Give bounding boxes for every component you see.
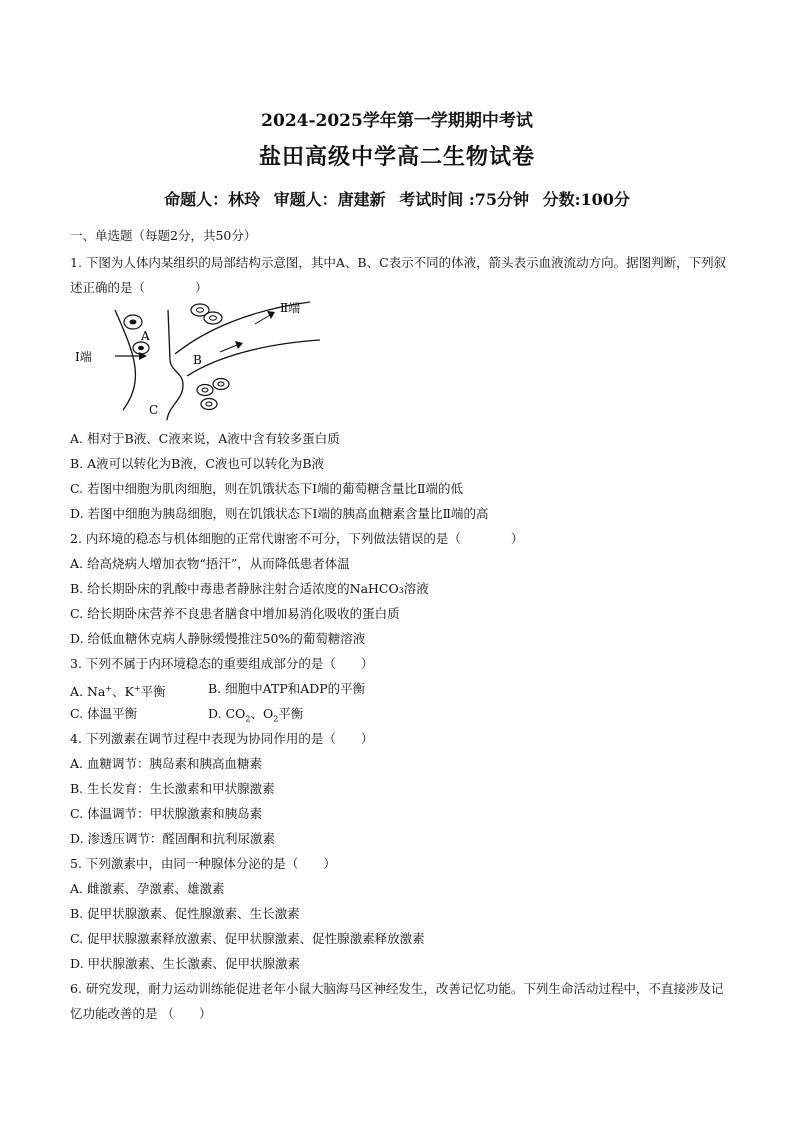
q3-options-row-2 — [70, 701, 730, 726]
q4-option-a: A. 血糖调节：胰岛素和胰高血糖素 — [70, 756, 262, 771]
section-heading: 一、单选题（每题2分，共50分） — [70, 228, 257, 243]
q2-stem: 2. 内环境的稳态与机体细胞的正常代谢密不可分，下列做法错误的是（ ） — [70, 531, 524, 546]
reviewer: 审题人：唐建新 — [273, 190, 386, 209]
q1-option-b: B. A液可以转化为B液，C液也可以转化为B液 — [70, 456, 325, 471]
q2-option-b: B. 给长期卧床的乳酸中毒患者静脉注射合适浓度的NaHCO₃溶液 — [70, 581, 429, 596]
exam-time: 考试时间 :75分钟 — [399, 190, 530, 209]
q4-stem: 4. 下列激素在调节过程中表现为协同作用的是（ ） — [70, 731, 374, 746]
tissue-cell-icon — [197, 379, 229, 410]
q5-option-c: C. 促甲状腺激素释放激素、促甲状腺激素、促性腺激素释放激素 — [70, 931, 425, 946]
q5-option-b: B. 促甲状腺激素、促性腺激素、生长激素 — [70, 906, 300, 921]
q4-option-c: C. 体温调节：甲状腺激素和胰岛素 — [70, 806, 263, 821]
q4-option-d: D. 渗透压调节：醛固酮和抗利尿激素 — [70, 831, 276, 846]
q2-option-a: A. 给高烧病人增加衣物“捂汗”，从而降低患者体温 — [70, 556, 350, 571]
q3-option-a: A. Na+、K+平衡 — [70, 684, 166, 700]
q2-option-d: D. 给低血糖休克病人静脉缓慢推注50%的葡萄糖溶液 — [70, 631, 366, 646]
label-c: C — [149, 403, 159, 417]
question-body — [70, 223, 730, 1026]
q3-stem: 3. 下列不属于内环境稳态的重要组成部分的是（ ） — [70, 656, 374, 671]
q4-option-b: B. 生长发育：生长激素和甲状腺激素 — [70, 781, 275, 796]
paper-title: 盐田高级中学高二生物试卷 — [258, 144, 535, 170]
exam-score: 分数:100分 — [542, 190, 630, 209]
label-a: A — [141, 329, 150, 343]
q3-option-c: C. 体温平衡 — [70, 706, 138, 721]
q3-option-b: B. 细胞中ATP和ADP的平衡 — [208, 681, 366, 696]
q3-option-d: D. $CO_2$、$O_2$平衡 — [208, 706, 304, 724]
tissue-structure-diagram — [75, 300, 325, 424]
q5-option-a: A. 雌激素、孕激素、雄激素 — [70, 881, 225, 896]
q1-tissue-diagram — [70, 300, 730, 426]
q1-stem: 1. 下图为人体内某组织的局部结构示意图，其中A、B、C表示不同的体液，箭头表示血液流动方向。据图判断，下列叙述正确的是（ ） — [70, 255, 727, 295]
q1-option-d: D. 若图中细胞为胰岛细胞，则在饥饿状态下Ⅰ端的胰高血糖素含量比Ⅱ端的高 — [70, 506, 489, 521]
q1-option-c: C. 若图中细胞为肌肉细胞，则在饥饿状态下Ⅰ端的葡萄糖含量比Ⅱ端的低 — [70, 481, 464, 496]
q6-stem: 6. 研究发现，耐力运动训练能促进老年小鼠大脑海马区神经发生，改善记忆功能。下列生命活动过程中，不直接涉及记忆功能改善的是 （ ） — [70, 981, 724, 1021]
q2-option-c: C. 给长期卧床营养不良患者膳食中增加易消化吸收的蛋白质 — [70, 606, 400, 621]
author: 命题人：林玲 — [164, 190, 261, 209]
q5-option-d: D. 甲状腺激素、生长激素、促甲状腺激素 — [70, 956, 301, 971]
exam-title: 2024-2025学年第一学期期中考试 — [261, 111, 533, 131]
label-b: B — [193, 353, 202, 367]
end-1-label: Ⅰ端 — [75, 350, 92, 364]
q3-options-row-1 — [70, 676, 730, 701]
blood-cell-icon — [191, 304, 222, 324]
exam-meta — [0, 187, 794, 210]
end-2-label: Ⅱ端 — [280, 301, 301, 315]
q5-stem: 5. 下列激素中，由同一种腺体分泌的是（ ） — [70, 856, 336, 871]
q1-option-a: A. 相对于B液、C液来说，A液中含有较多蛋白质 — [70, 431, 340, 446]
